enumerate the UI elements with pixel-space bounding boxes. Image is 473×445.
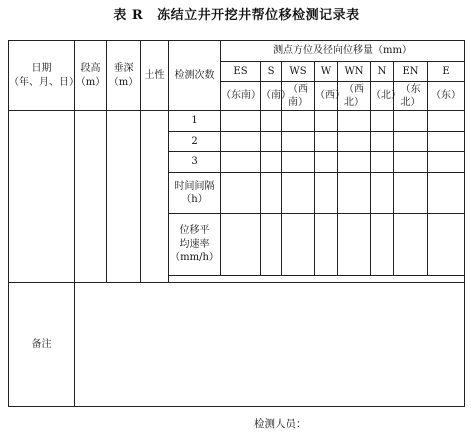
count-3-label: 3 xyxy=(169,152,221,173)
data-cell[interactable] xyxy=(261,214,282,276)
soil-header xyxy=(141,41,169,111)
date-header-sub: （年、月、日） xyxy=(9,76,79,88)
vertical-depth-label: 垂深 xyxy=(113,63,134,75)
data-cell[interactable] xyxy=(394,152,428,173)
section-height-unit: （m） xyxy=(75,76,106,88)
count-2-label: 2 xyxy=(169,131,221,152)
remark-input-cell[interactable] xyxy=(75,283,465,407)
data-cell[interactable] xyxy=(371,111,394,132)
direction-code: E xyxy=(428,61,465,82)
data-cell[interactable] xyxy=(315,214,338,276)
direction-code: S xyxy=(261,61,282,82)
direction-code: EN xyxy=(394,61,428,82)
direction-name: （西南） xyxy=(282,82,315,111)
average-rate-label xyxy=(169,214,221,276)
data-cell[interactable] xyxy=(261,131,282,152)
data-cell[interactable] xyxy=(338,111,371,132)
data-cell[interactable] xyxy=(315,172,338,213)
data-cell[interactable] xyxy=(371,131,394,152)
count-header-label: 检测次数 xyxy=(174,69,215,81)
count-header xyxy=(169,41,221,111)
data-cell[interactable] xyxy=(338,131,371,152)
data-cell[interactable] xyxy=(221,214,261,276)
direction-code: W xyxy=(315,61,338,82)
data-cell[interactable] xyxy=(371,214,394,276)
data-cell[interactable] xyxy=(371,172,394,213)
data-cell[interactable] xyxy=(282,152,315,173)
form-title-text: 冻结立井开挖井帮位移检测记录表 xyxy=(157,8,360,23)
average-rate-unit: （mm/h） xyxy=(170,252,219,264)
data-cell[interactable] xyxy=(315,131,338,152)
data-cell[interactable] xyxy=(282,214,315,276)
data-cell[interactable] xyxy=(394,172,428,213)
remark-label-cell xyxy=(9,283,75,407)
section-height-cell[interactable] xyxy=(75,111,107,283)
date-header xyxy=(9,41,79,111)
direction-code: N xyxy=(371,61,394,82)
inspector-label: 检测人员： xyxy=(254,418,307,430)
data-cell[interactable] xyxy=(394,131,428,152)
record-table xyxy=(8,40,465,407)
data-cell[interactable] xyxy=(221,152,261,173)
data-cell[interactable] xyxy=(428,172,465,213)
direction-name: （北） xyxy=(371,82,394,111)
direction-code: WS xyxy=(282,61,315,82)
data-cell[interactable] xyxy=(428,111,465,132)
average-rate-text-2: 均速率 xyxy=(179,238,210,250)
average-rate-text-1: 位移平 xyxy=(179,225,210,237)
data-cell[interactable] xyxy=(371,152,394,173)
data-cell[interactable] xyxy=(315,152,338,173)
vertical-depth-cell[interactable] xyxy=(107,111,141,283)
data-cell[interactable] xyxy=(282,111,315,132)
data-cell[interactable] xyxy=(338,214,371,276)
data-cell[interactable] xyxy=(282,131,315,152)
data-cell[interactable] xyxy=(428,152,465,173)
data-cell[interactable] xyxy=(315,111,338,132)
vertical-depth-header xyxy=(107,41,141,111)
direction-name: （西北） xyxy=(338,82,371,111)
remark-label: 备注 xyxy=(31,338,52,350)
form-title xyxy=(0,4,473,23)
data-cell[interactable] xyxy=(428,131,465,152)
direction-name: （南） xyxy=(261,82,282,111)
data-cell[interactable] xyxy=(338,172,371,213)
section-height-header xyxy=(75,41,107,111)
time-interval-text: 时间间隔 xyxy=(174,180,215,192)
direction-name: （西） xyxy=(315,82,338,111)
data-cell[interactable] xyxy=(428,214,465,276)
data-cell[interactable] xyxy=(394,111,428,132)
data-cell[interactable] xyxy=(261,152,282,173)
direction-code: ES xyxy=(221,61,261,82)
direction-name: （东） xyxy=(428,82,465,111)
data-cell[interactable] xyxy=(282,172,315,213)
soil-cell[interactable] xyxy=(141,111,169,283)
data-cell[interactable] xyxy=(221,172,261,213)
direction-group-header xyxy=(221,41,465,62)
soil-header-label: 土性 xyxy=(144,69,165,81)
data-cell[interactable] xyxy=(221,131,261,152)
direction-code: WN xyxy=(338,61,371,82)
data-cell[interactable] xyxy=(338,152,371,173)
time-interval-unit: （h） xyxy=(181,194,208,206)
direction-group-label: 测点方位及径向位移量（mm） xyxy=(273,45,413,57)
section-height-label: 段高 xyxy=(80,63,101,75)
data-cell[interactable] xyxy=(221,111,261,132)
direction-name: （东北） xyxy=(394,82,428,111)
spacer-cell xyxy=(169,275,465,282)
vertical-depth-unit: （m） xyxy=(108,76,139,88)
data-cell[interactable] xyxy=(261,111,282,132)
date-cell[interactable] xyxy=(9,111,75,283)
date-header-label: 日期 xyxy=(31,63,52,75)
data-cell[interactable] xyxy=(261,172,282,213)
form-number: 表 R xyxy=(113,8,144,23)
direction-name: （东南） xyxy=(221,82,261,111)
count-1-label: 1 xyxy=(169,111,221,132)
data-cell[interactable] xyxy=(394,214,428,276)
time-interval-label xyxy=(169,172,221,213)
